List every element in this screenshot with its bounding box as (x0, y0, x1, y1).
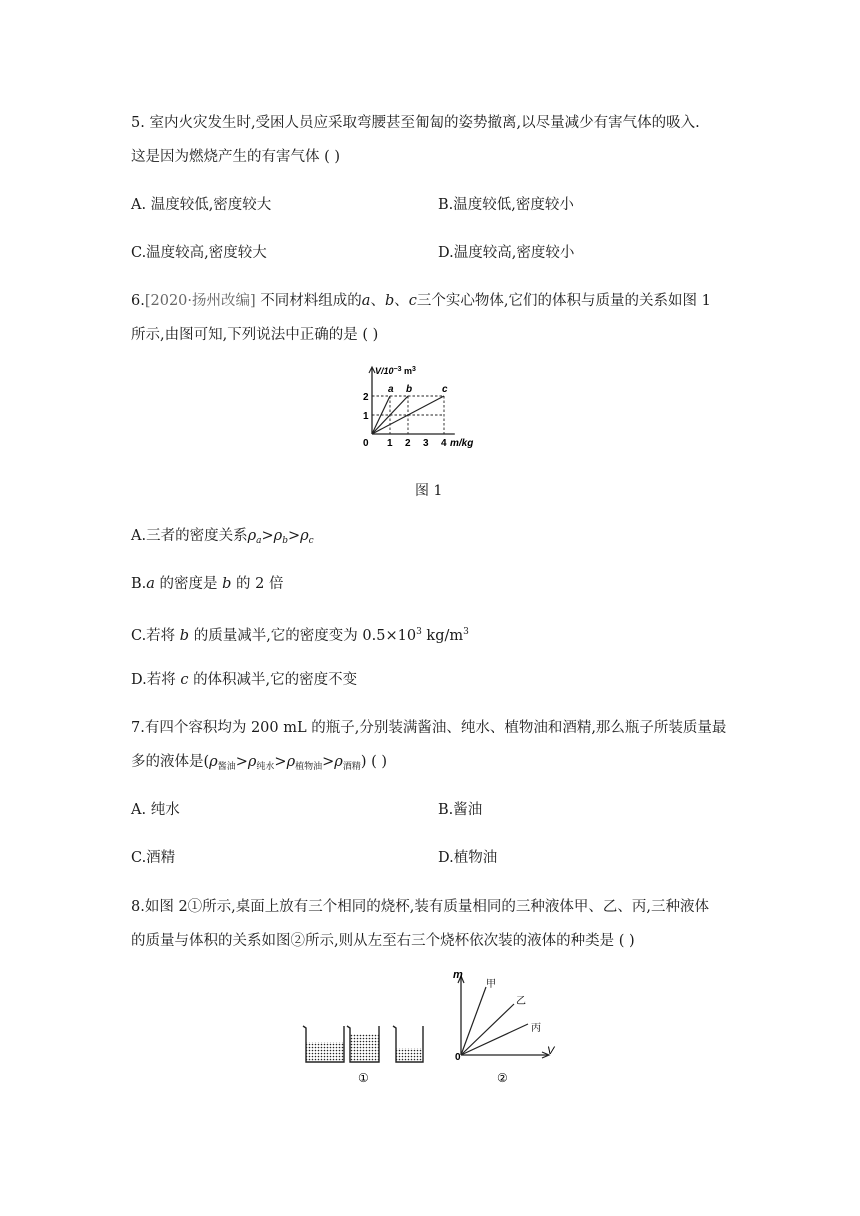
source-tag: [2020·扬州改编] (144, 293, 256, 309)
figure-1-caption: 图 1 (415, 483, 443, 499)
series-label-c: c (442, 384, 448, 395)
q7-stem-line1: 7.有四个容积均为 200 mL 的瓶子,分别装满酱油、纯水、植物油和酒精,那么瓶子所装质量最 (131, 720, 727, 736)
label-jia: 甲 (486, 979, 496, 990)
q5-option-c: C.温度较高,密度较大 (131, 245, 267, 261)
origin-label: 0 (363, 438, 369, 449)
label-yi: 乙 (516, 996, 526, 1007)
x-tick-label: 3 (423, 438, 429, 449)
q5-option-d: D.温度较高,密度较小 (438, 245, 575, 261)
q5-option-b: B.温度较低,密度较小 (438, 197, 574, 213)
x-tick-label: 2 (405, 438, 411, 449)
origin-label: 0 (455, 1052, 461, 1063)
q6-option-d: D.若将 c 的体积减半,它的密度不变 (131, 672, 358, 688)
q7-option-c: C.酒精 (131, 850, 176, 866)
q5-stem-line2: 这是因为燃烧产生的有害气体 ( ) (131, 149, 341, 165)
figure-2 (296, 968, 566, 1088)
figure-2-label-2: ② (497, 1071, 508, 1085)
beaker-right (393, 1026, 423, 1062)
figure-2-label-1: ① (358, 1071, 369, 1085)
q6-stem-line2: 所示,由图可知,下列说法中正确的是 ( ) (131, 327, 379, 343)
series-label-a: a (388, 384, 394, 395)
q6-option-a: A.三者的密度关系$\rho_a>\rho_b>\rho_c$ (131, 528, 314, 546)
q6-option-b: B.a 的密度是 b 的 2 倍 (131, 576, 284, 592)
q8-stem-line2: 的质量与体积的关系如图②所示,则从左至右三个烧杯依次装的液体的种类是 ( ) (131, 933, 635, 949)
v-axis-label: V (547, 1045, 555, 1057)
q8-stem-line1: 8.如图 2①所示,桌面上放有三个相同的烧杯,装有质量相同的三种液体甲、乙、丙,三种液体 (131, 899, 709, 915)
label-bing: 丙 (531, 1023, 541, 1034)
figure-1-chart (362, 366, 502, 456)
y-tick-label: 1 (363, 411, 369, 422)
y-tick-label: 2 (363, 392, 369, 403)
x-axis-label: m/kg (450, 438, 474, 449)
y-axis-label: $V/10^{-3}$ $m^3$ (375, 366, 416, 376)
q5-stem-line1: 5. 室内火灾发生时,受困人员应采取弯腰甚至匍匐的姿势撤离,以尽量减少有害气体的吸入. (131, 115, 700, 131)
q7-option-a: A. 纯水 (131, 802, 180, 818)
q6-option-c: C.若将 b 的质量减半,它的密度变为 $0.5\times 10^3$ $kg/m^3$ (131, 627, 469, 644)
q7-option-b: B.酱油 (438, 802, 483, 818)
m-axis-label: m (453, 969, 463, 981)
figure-2-graph (453, 969, 556, 1063)
question-number: 6. (131, 293, 145, 309)
x-tick-label: 4 (441, 438, 447, 449)
beaker-left (303, 1026, 344, 1062)
q7-option-d: D.植物油 (438, 850, 498, 866)
q7-stem-line2: 多的液体是$(\rho_{酱油}>\rho_{纯水}>\rho_{植物油}>\rho_{酒精})$ ( ) (131, 754, 388, 772)
series-label-b: b (406, 384, 413, 395)
q5-option-a: A. 温度较低,密度较大 (131, 197, 272, 213)
q6-stem-line1: 6.[2020·扬州改编] 不同材料组成的a、b、c三个实心物体,它们的体积与质量的关系如图 1 (131, 293, 711, 309)
line-yi (461, 1004, 514, 1055)
x-tick-label: 1 (387, 438, 393, 449)
beaker-middle (347, 1026, 379, 1062)
